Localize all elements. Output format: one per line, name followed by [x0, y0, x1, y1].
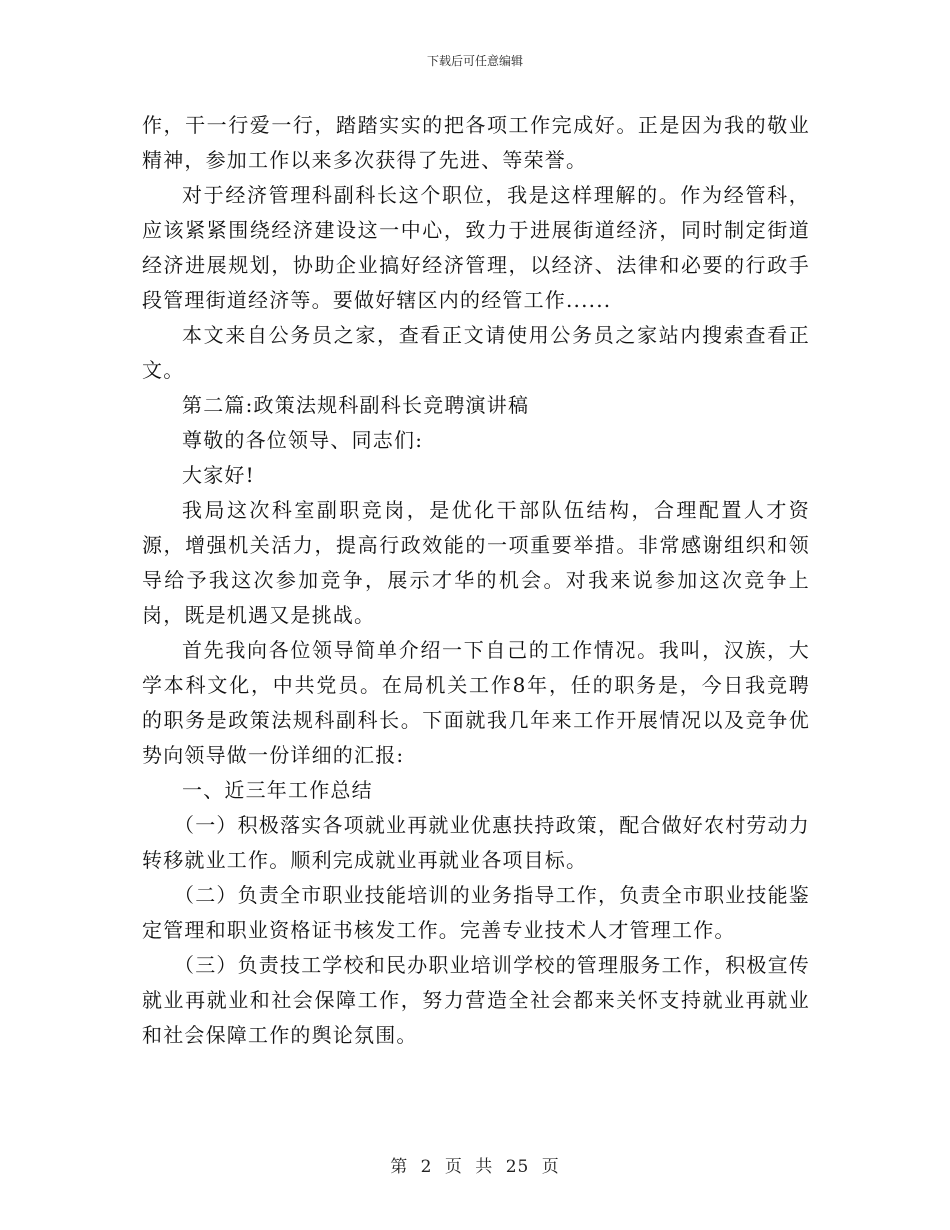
list-item-two: （二）负责全市职业技能培训的业务指导工作，负责全市职业技能鉴定管理和职业资格证书核发工作。完善专业技术人才管理工作。: [142, 883, 810, 942]
paragraph-self-introduction: 首先我向各位领导简单介绍一下自己的工作情况。我叫，汉族，大学本科文化，中共党员。在局机关工作8年，任的职务是，今日我竞聘的职务是政策法规科副科长。下面就我几年来工作开展情况以及竞争优势向领导做一份详细的汇报:: [142, 638, 810, 767]
heading-three-year-summary: 一、近三年工作总结: [182, 778, 373, 802]
section-title-second-article: 第二篇:政策法规科副科长竞聘演讲稿: [182, 393, 530, 417]
page-number: 第 2 页 共 25 页: [390, 1157, 560, 1177]
page-header-note: 下载后可任意编辑: [426, 54, 523, 68]
document-body: [142, 108, 810, 1053]
paragraph-continuation: 作，干一行爱一行，踏踏实实的把各项工作完成好。正是因为我的敬业精神，参加工作以来多次获得了先进、等荣誉。: [142, 113, 810, 172]
salutation: 尊敬的各位领导、同志们:: [182, 428, 424, 452]
greeting: 大家好!: [182, 463, 255, 487]
paragraph-competition-intro: 我局这次科室副职竞岗，是优化干部队伍结构，合理配置人才资源，增强机关活力，提高行政效能的一项重要举措。非常感谢组织和领导给予我这次参加竞争，展示才华的机会。对我来说参加这次竞争上岗，既是机遇又是挑战。: [142, 498, 810, 627]
paragraph-economic-management: 对于经济管理科副科长这个职位，我是这样理解的。作为经管科，应该紧紧围绕经济建设这一中心，致力于进展街道经济，同时制定街道经济进展规划，协助企业搞好经济管理，以经济、法律和必要的行政手段管理街道经济等。要做好辖区内的经管工作......: [142, 183, 810, 312]
list-item-three: （三）负责技工学校和民办职业培训学校的管理服务工作，积极宣传就业再就业和社会保障工作，努力营造全社会都来关怀支持就业再就业和社会保障工作的舆论氛围。: [142, 953, 810, 1047]
paragraph-source-note: 本文来自公务员之家，查看正文请使用公务员之家站内搜索查看正文。: [142, 323, 810, 382]
list-item-one: （一）积极落实各项就业再就业优惠扶持政策，配合做好农村劳动力转移就业工作。顺利完成就业再就业各项目标。: [142, 813, 810, 872]
